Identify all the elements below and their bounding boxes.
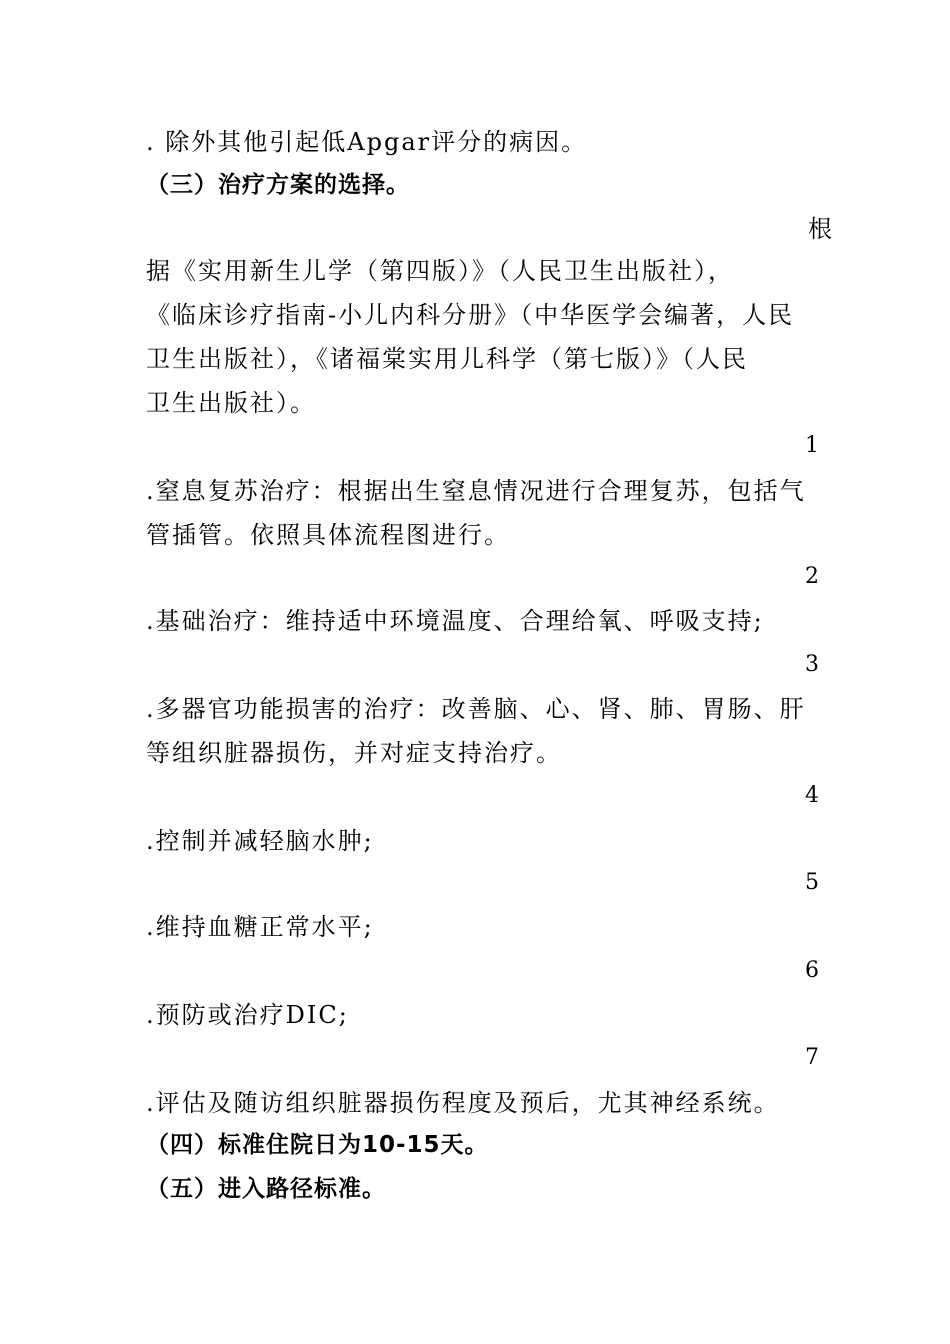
item-2-line: .基础治疗：维持适中环境温度、合理给氧、呼吸支持; — [146, 607, 764, 635]
item-number-4: 4 — [805, 783, 819, 808]
item-number-5: 5 — [805, 870, 819, 895]
item-number-7: 7 — [805, 1045, 819, 1070]
paragraph-start-char: 根 — [808, 215, 832, 243]
reference-line-4: 卫生出版社）。 — [146, 389, 316, 417]
item-6-line: .预防或治疗DIC; — [146, 1001, 349, 1029]
item-number-3: 3 — [805, 652, 819, 677]
reference-line-2: 《临床诊疗指南-小儿内科分册》（中华医学会编著，人民 — [146, 301, 795, 329]
reference-line-3: 卫生出版社），《诸福棠实用儿科学（第七版）》（人民 — [146, 345, 748, 373]
section-heading-5: （五）进入路径标准。 — [146, 1176, 386, 1202]
item-1-line-2: 管插管。依照具体流程图进行。 — [146, 521, 510, 549]
section-heading-4: （四）标准住院日为10-15天。 — [146, 1132, 489, 1158]
reference-line-1: 据《实用新生儿学（第四版）》（人民卫生出版社）， — [146, 257, 734, 285]
exclusion-line: . 除外其他引起低Apgar评分的病因。 — [146, 128, 588, 156]
item-4-line: .控制并减轻脑水肿; — [146, 827, 374, 855]
item-number-6: 6 — [805, 958, 819, 983]
item-number-1: 1 — [805, 433, 819, 458]
item-7-line: .评估及随访组织脏器损伤程度及预后，尤其神经系统。 — [146, 1089, 780, 1117]
item-5-line: .维持血糖正常水平; — [146, 913, 374, 941]
item-number-2: 2 — [805, 564, 819, 589]
item-1-line-1: .窒息复苏治疗：根据出生窒息情况进行合理复苏，包括气 — [146, 477, 806, 505]
item-3-line-1: .多器官功能损害的治疗：改善脑、心、肾、肺、胃肠、肝 — [146, 695, 806, 723]
item-3-line-2: 等组织脏器损伤，并对症支持治疗。 — [146, 739, 562, 767]
section-heading-3: （三）治疗方案的选择。 — [146, 172, 410, 198]
